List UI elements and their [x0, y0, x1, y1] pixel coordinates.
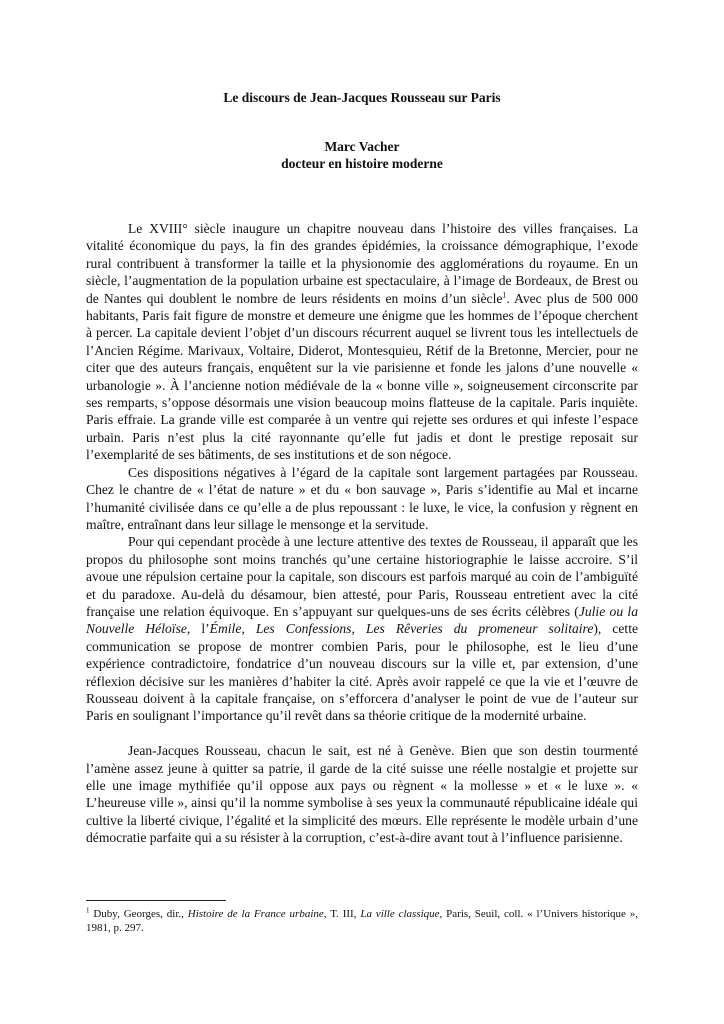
author-block	[0, 138, 724, 172]
paragraph-text: Le XVIII° siècle inaugure un chapitre nouveau dans l’histoire des villes françaises. La vitalité économique du pays, la fin des grandes épidémies, la croissance démographique, l’exode rural contribuent à transformer la taille et la physionomie des agglomérations du royaume. En un siècle, l’augmentation de la population urbaine est spectaculaire, à l’image de Bordeaux, de Brest ou de Nantes qui doublent le nombre de leurs résidents en moins d’un siècle	[86, 221, 638, 306]
paragraph-text: Pour qui cependant procède à une lecture attentive des textes de Rousseau, il apparaît que les propos du philosophe sont moins tranchés qu’une certaine historiographie le laisse accroire. S’il avoue une répulsion certaine pour la capitale, son discours est parfois marqué au coin de l’ambiguïté et du paradoxe. Au-delà du désamour, bien attesté, pour Paris, Rousseau entretient avec la cité française une relation équivoque. En s’appuyant sur quelques-uns de ses écrits célèbres (	[86, 534, 638, 619]
footnote-divider	[86, 900, 226, 901]
author-role: docteur en histoire moderne	[281, 156, 443, 171]
work-title: Les Rêveries du promeneur solitaire	[365, 621, 594, 637]
footnote-text: Duby, Georges, dir.,	[89, 908, 188, 920]
footnote-text: , T. III,	[323, 908, 361, 920]
work-title: Les Confessions	[255, 621, 352, 637]
work-title: Julie ou la Nouvelle Héloïse	[86, 603, 638, 637]
footnote	[86, 907, 638, 935]
separator: , l’	[186, 621, 210, 637]
footnote-reference: 1	[502, 290, 507, 300]
footnote-number: 1	[86, 906, 90, 915]
paragraph-1	[86, 220, 638, 464]
document-body	[86, 220, 638, 847]
footnote-text: , Paris, Seuil, coll. « l’Univers historique », 1981, p. 297.	[86, 908, 638, 934]
work-title: La ville classique	[360, 908, 440, 920]
separator: ,	[351, 621, 366, 637]
paragraph-text: . Avec plus de 500 000 habitants, Paris fait figure de monstre et demeure une énigme que les hommes de l’époque cherchent à percer. La capitale devient l’objet d’un discours récurrent auquel se livrent tous les intellectuels de l’Ancien Régime. Marivaux, Voltaire, Diderot, Montesquieu, Rétif de la Bretonne, Mercier, pour ne citer que des auteurs français, enquêtent sur la vie parisienne et fonde les jalons d’une nouvelle « urbanologie ». À l’ancienne notion médiévale de la « bonne ville », soigneusement circonscrite par ses remparts, s’oppose désormais une vision beaucoup moins flatteuse de la capitale. Paris inquiète. Paris effraie. La grande ville est comparée à un ventre qui rejette ses ordures et qui infeste l’espace urbain. Paris n’est plus la cité rayonnante qu’elle fut jadis et dont le prestige reposait sur l’exemplarité de ses bâtiments, de ses institutions et de son négoce.	[86, 290, 638, 463]
work-title: Histoire de la France urbaine	[187, 908, 324, 920]
paragraph-2: Ces dispositions négatives à l’égard de la capitale sont largement partagées par Rousseau. Chez le chantre de « l’état de nature » et du « bon sauvage », Paris s’identifie au Mal et incarne l’humanité civilisée dans ce qu’elle a de plus repoussant : le luxe, le vice, la confusion y règnent en maître, entraînant dans leur sillage le mensonge et la servitude.	[86, 464, 638, 532]
paragraph-3	[86, 533, 638, 724]
work-title: Émile	[209, 621, 242, 637]
document-title: Le discours de Jean-Jacques Rousseau sur Paris	[223, 90, 501, 105]
paragraph-4: Jean-Jacques Rousseau, chacun le sait, est né à Genève. Bien que son destin tourmenté l’amène assez jeune à quitter sa patrie, il garde de la cité suisse une réelle nostalgie et projette sur elle une image mythifiée qu’il oppose aux pays ou règnent « la mollesse » et « le luxe ». « L’heureuse ville », ainsi qu’il la nomme symbolise à ses yeux la communauté républicaine idéale qui cultive la liberté civique, l’égalité et la simplicité des mœurs. Elle représente le modèle urbain d’une démocratie parfaite qui a su résister à la corruption, c’est-à-dire avant tout à l’influence parisienne.	[86, 743, 638, 846]
paragraph-text: ), cette communication se propose de montrer combien Paris, pour le philosophe, est le lieu d’une expérience contradictoire, fondatrice d’un nouveau discours sur la ville et, par extension, d’une réflexion décisive sur les manières d’habiter la cité. Après avoir rappelé ce que la vie et l’œuvre de Rousseau doivent à la capitale française, on s’efforcera d’analyser le point de vue de l’auteur sur Paris en soulignant l’importance qu’il revêt dans sa théorie critique de la modernité urbaine.	[86, 621, 639, 724]
author-name: Marc Vacher	[324, 139, 400, 154]
separator: ,	[241, 621, 256, 637]
